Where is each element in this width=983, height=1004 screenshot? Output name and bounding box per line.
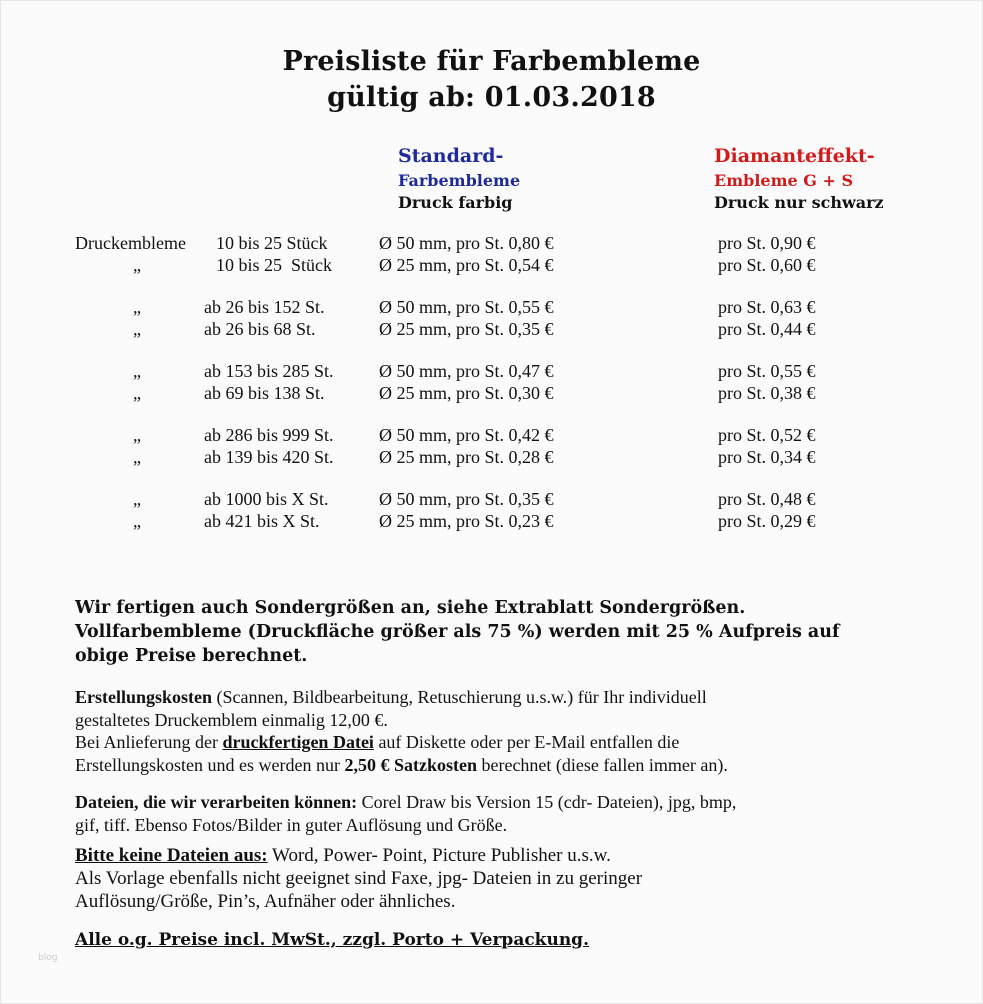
ditto-mark: „	[133, 425, 141, 445]
ditto-mark: „	[133, 319, 141, 339]
rejected-files-label: Bitte keine Dateien aus:	[75, 845, 268, 866]
quantity-range: ab 139 bis 420 St.	[204, 447, 334, 467]
diamond-price: pro St. 0,38 €	[718, 383, 816, 403]
diamond-column-title: Diamanteffekt-	[714, 145, 875, 167]
diamond-price: pro St. 0,34 €	[718, 447, 816, 467]
standard-price: Ø 25 mm, pro St. 0,23 €	[379, 511, 554, 531]
quantity-range: 10 bis 25 Stück	[216, 255, 333, 275]
setup-line	[75, 686, 915, 709]
standard-price: Ø 50 mm, pro St. 0,42 €	[379, 425, 554, 445]
row-label: Druckembleme	[75, 233, 186, 253]
delivery-text: Erstellungskosten und es werden nur	[75, 754, 345, 775]
quantity-range: ab 26 bis 68 St.	[204, 319, 316, 339]
ditto-mark: „	[133, 489, 141, 509]
diamond-price: pro St. 0,60 €	[718, 255, 816, 275]
quantity-range: ab 69 bis 138 St.	[204, 383, 325, 403]
diamond-price: pro St. 0,29 €	[718, 511, 816, 531]
table-row	[0, 382, 983, 404]
table-row	[0, 488, 983, 510]
standard-price: Ø 25 mm, pro St. 0,30 €	[379, 383, 554, 403]
special-sizes-note	[75, 596, 915, 668]
diamond-price: pro St. 0,63 €	[718, 297, 816, 317]
diamond-price: pro St. 0,90 €	[718, 233, 816, 253]
standard-price: Ø 25 mm, pro St. 0,28 €	[379, 447, 554, 467]
document-valid-date: gültig ab: 01.03.2018	[327, 82, 656, 113]
diamond-column-note: Druck nur schwarz	[714, 193, 884, 212]
standard-price: Ø 50 mm, pro St. 0,55 €	[379, 297, 554, 317]
vat-text: Alle o.g. Preise incl. MwSt., zzgl. Porto + Verpackung.	[75, 930, 589, 950]
delivery-text: Bei Anlieferung der	[75, 732, 223, 752]
standard-column-title: Standard-	[398, 145, 504, 167]
delivery-line	[75, 731, 915, 754]
table-row	[0, 446, 983, 468]
rejected-files-line: Als Vorlage ebenfalls nicht geeignet sind Faxe, jpg- Dateien in zu geringer	[75, 868, 643, 889]
ditto-mark: „	[133, 255, 141, 275]
table-row	[0, 510, 983, 532]
quantity-range: ab 26 bis 152 St.	[204, 297, 325, 317]
table-row	[0, 254, 983, 276]
ditto-mark: „	[133, 383, 141, 403]
delivery-line	[75, 754, 915, 777]
document-title: Preisliste für Farbembleme	[282, 46, 701, 77]
accepted-files-note	[75, 791, 915, 836]
accepted-files-text: Corel Draw bis Version 15 (cdr- Dateien), jpg, bmp,	[357, 792, 737, 812]
standard-column-subtitle: Farbembleme	[398, 171, 521, 190]
setup-costs-note	[75, 686, 915, 776]
diamond-price: pro St. 0,44 €	[718, 319, 816, 339]
rejected-files-line	[75, 844, 915, 867]
quantity-range: ab 421 bis X St.	[204, 511, 320, 531]
diamond-price: pro St. 0,48 €	[718, 489, 816, 509]
standard-price: Ø 25 mm, pro St. 0,54 €	[379, 255, 554, 275]
ditto-mark: „	[133, 511, 141, 531]
rejected-files-note	[75, 844, 915, 913]
diamond-price: pro St. 0,55 €	[718, 361, 816, 381]
table-row	[0, 424, 983, 446]
standard-price: Ø 50 mm, pro St. 0,80 €	[379, 233, 554, 253]
standard-price: Ø 50 mm, pro St. 0,47 €	[379, 361, 554, 381]
standard-price: Ø 25 mm, pro St. 0,35 €	[379, 319, 554, 339]
special-sizes-line: obige Preise berechnet.	[75, 646, 308, 666]
ditto-mark: „	[133, 447, 141, 467]
accepted-files-line: gif, tiff. Ebenso Fotos/Bilder in guter Auflösung und Größe.	[75, 814, 508, 835]
special-sizes-line: Wir fertigen auch Sondergrößen an, siehe Extrablatt Sondergrößen.	[75, 598, 746, 618]
accepted-files-label: Dateien, die wir verarbeiten können:	[75, 792, 358, 812]
watermark-text: blog	[38, 953, 58, 963]
setup-text: (Scannen, Bildbearbeitung, Retuschierung u.s.w.) für Ihr individuell	[212, 687, 707, 707]
table-row	[0, 318, 983, 340]
table-row	[0, 232, 983, 254]
quantity-range: ab 286 bis 999 St.	[204, 425, 334, 445]
diamond-column-subtitle: Embleme G + S	[714, 171, 854, 190]
accepted-files-line	[75, 791, 915, 814]
standard-column-note: Druck farbig	[398, 193, 513, 212]
setup-line: gestaltetes Druckemblem einmalig 12,00 €.	[75, 709, 388, 730]
standard-price: Ø 50 mm, pro St. 0,35 €	[379, 489, 554, 509]
quantity-range: 10 bis 25 Stück	[216, 233, 328, 253]
delivery-text: auf Diskette oder per E-Mail entfallen die	[373, 732, 680, 752]
print-ready-file-label: druckfertigen Datei	[222, 732, 374, 752]
diamond-price: pro St. 0,52 €	[718, 425, 816, 445]
table-row	[0, 296, 983, 318]
ditto-mark: „	[133, 297, 141, 317]
ditto-mark: „	[133, 361, 141, 381]
rejected-files-line: Auflösung/Größe, Pin’s, Aufnäher oder ähnliches.	[75, 891, 456, 912]
quantity-range: ab 153 bis 285 St.	[204, 361, 334, 381]
setup-label: Erstellungskosten	[75, 687, 213, 707]
rejected-files-text: Word, Power- Point, Picture Publisher u.s.w.	[267, 845, 611, 866]
quantity-range: ab 1000 bis X St.	[204, 489, 329, 509]
typesetting-cost: 2,50 € Satzkosten	[344, 754, 477, 775]
delivery-text: berechnet (diese fallen immer an).	[476, 754, 728, 775]
table-row	[0, 360, 983, 382]
special-sizes-line: Vollfarbembleme (Druckfläche größer als 75 %) werden mit 25 % Aufpreis auf	[75, 622, 840, 642]
vat-note	[75, 929, 915, 951]
